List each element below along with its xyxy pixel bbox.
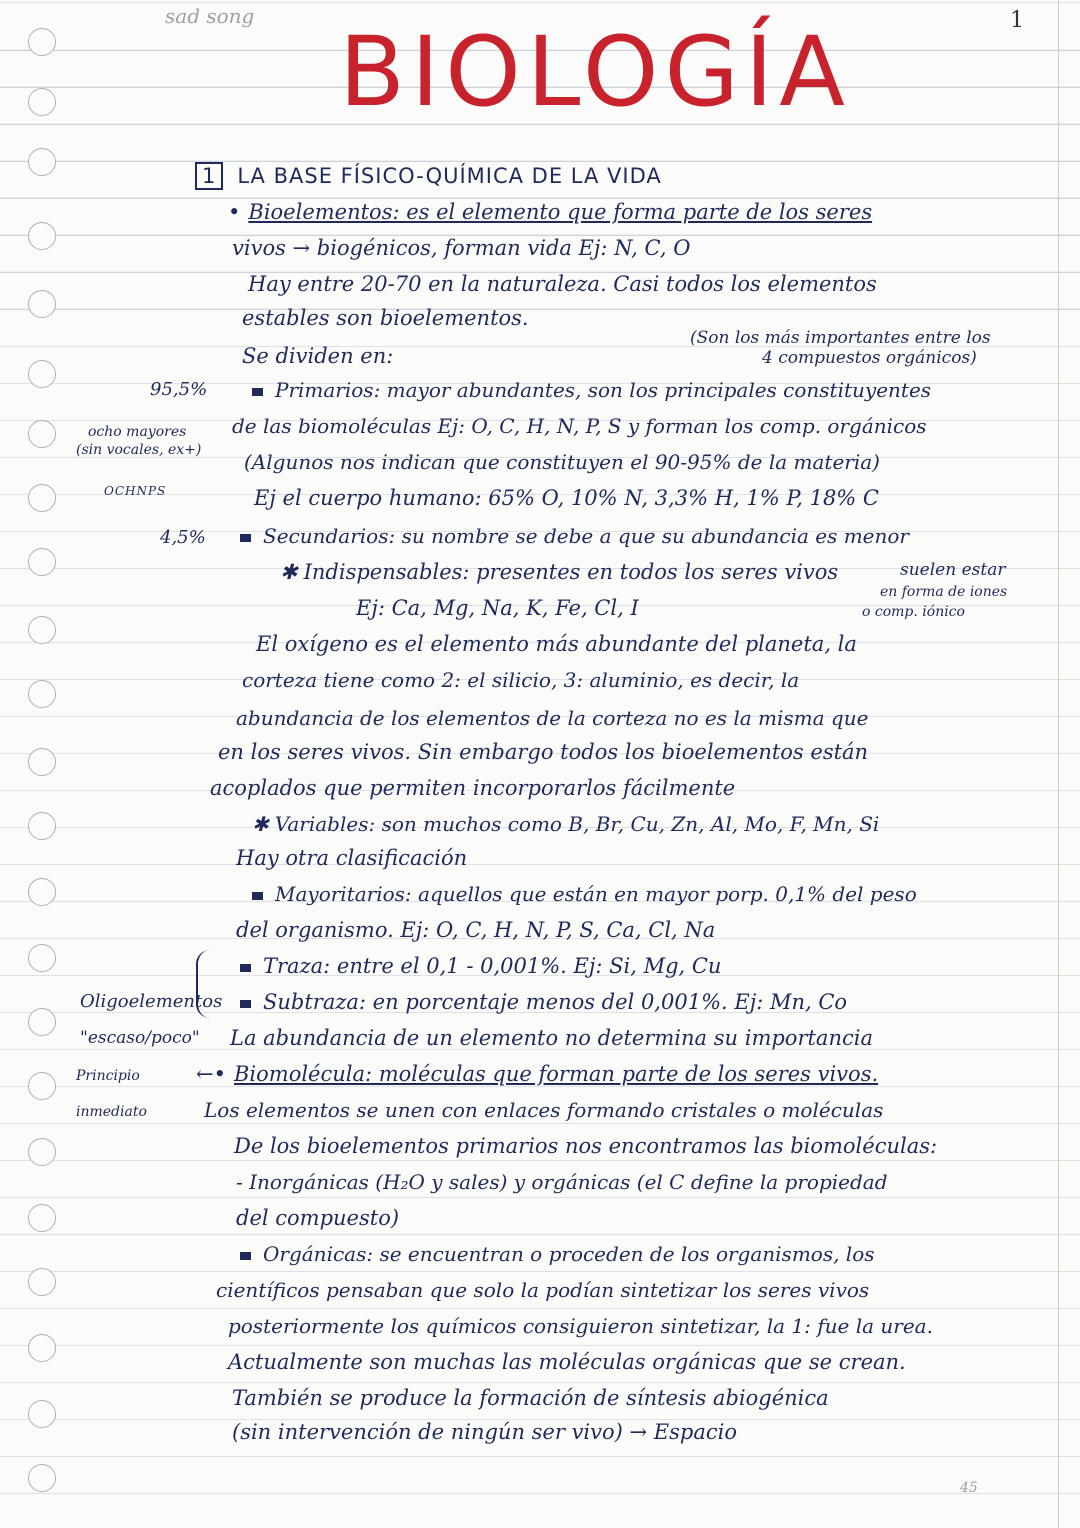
section-heading bbox=[195, 162, 662, 190]
binder-hole-icon bbox=[28, 1334, 56, 1362]
note-line: Hay otra clasificación bbox=[236, 846, 468, 870]
note-line: ✱ Variables: son muchos como B, Br, Cu, Zn, Al, Mo, F, Mn, Si bbox=[252, 812, 880, 836]
note-line: - Inorgánicas (H₂O y sales) y orgánicas (el C define la propiedad bbox=[236, 1170, 888, 1194]
binder-hole-icon bbox=[28, 1138, 56, 1166]
binder-hole-icon bbox=[28, 548, 56, 576]
page-margin-line bbox=[1058, 0, 1059, 1528]
binder-hole-icon bbox=[28, 484, 56, 512]
note-line: ✱ Indispensables: presentes en todos los seres vivos bbox=[280, 560, 839, 584]
margin-note-inmediato: inmediato bbox=[76, 1104, 147, 1120]
note-line: estables son bioelementos. bbox=[242, 306, 529, 330]
note-line: Ej: Ca, Mg, Na, K, Fe, Cl, I bbox=[356, 596, 639, 620]
binder-hole-icon bbox=[28, 1204, 56, 1232]
note-line: vivos → biogénicos, forman vida Ej: N, C, O bbox=[232, 236, 691, 260]
binder-hole-icon bbox=[28, 222, 56, 250]
note-line: Traza: entre el 0,1 - 0,001%. Ej: Si, Mg, Cu bbox=[240, 954, 721, 978]
corner-mark: 45 bbox=[960, 1480, 978, 1496]
note-line: del organismo. Ej: O, C, H, N, P, S, Ca, Cl, Na bbox=[236, 918, 716, 942]
note-line: corteza tiene como 2: el silicio, 3: aluminio, es decir, la bbox=[242, 668, 800, 692]
margin-note-secundarios-pct: 4,5% bbox=[160, 527, 206, 548]
binder-hole-icon bbox=[28, 616, 56, 644]
brace-icon bbox=[196, 950, 218, 1018]
binder-hole-icon bbox=[28, 1464, 56, 1492]
note-line: Secundarios: su nombre se debe a que su abundancia es menor bbox=[240, 524, 909, 548]
note-line: Actualmente son muchas las moléculas orgánicas que se crean. bbox=[228, 1350, 906, 1374]
binder-hole-icon bbox=[28, 748, 56, 776]
page-title: BIOLOGÍA bbox=[339, 16, 851, 128]
note-line: suelen estar bbox=[900, 560, 1006, 580]
note-line: Orgánicas: se encuentran o proceden de los organismos, los bbox=[240, 1242, 875, 1266]
margin-note-escaso: "escaso/poco" bbox=[80, 1028, 200, 1048]
binder-hole-icon bbox=[28, 28, 56, 56]
note-line: Se dividen en: bbox=[242, 344, 394, 368]
note-line: del compuesto) bbox=[236, 1206, 400, 1230]
section-number: 1 bbox=[195, 162, 223, 190]
corner-note: sad song bbox=[165, 4, 255, 28]
note-line: en los seres vivos. Sin embargo todos los bioelementos están bbox=[218, 740, 869, 764]
binder-hole-icon bbox=[28, 420, 56, 448]
note-line: Primarios: mayor abundantes, son los principales constituyentes bbox=[252, 378, 931, 402]
binder-hole-icon bbox=[28, 680, 56, 708]
bullet-icon bbox=[252, 388, 263, 396]
note-line: (Son los más importantes entre los bbox=[690, 328, 991, 348]
bullet-icon bbox=[252, 892, 263, 900]
binder-holes bbox=[22, 0, 62, 1528]
binder-hole-icon bbox=[28, 290, 56, 318]
bullet-icon bbox=[240, 964, 251, 972]
note-line: en forma de iones bbox=[880, 584, 1008, 600]
note-line: Ej el cuerpo humano: 65% O, 10% N, 3,3% H, 1% P, 18% C bbox=[254, 486, 879, 510]
note-line: • Bioelementos: es el elemento que forma parte de los seres bbox=[228, 200, 873, 224]
binder-hole-icon bbox=[28, 944, 56, 972]
note-line: Mayoritarios: aquellos que están en mayor porp. 0,1% del peso bbox=[252, 882, 917, 906]
note-line: de las biomoléculas Ej: O, C, H, N, P, S y forman los comp. orgánicos bbox=[232, 414, 927, 438]
note-line: científicos pensaban que solo la podían sintetizar los seres vivos bbox=[216, 1278, 870, 1302]
bullet-icon bbox=[240, 1252, 251, 1260]
binder-hole-icon bbox=[28, 1400, 56, 1428]
binder-hole-icon bbox=[28, 1072, 56, 1100]
note-line: acoplados que permiten incorporarlos fácilmente bbox=[210, 776, 736, 800]
binder-hole-icon bbox=[28, 812, 56, 840]
bullet-icon bbox=[240, 534, 251, 542]
margin-note-ocho-mayores: ocho mayores bbox=[88, 424, 187, 440]
star-bullet-icon: ✱ bbox=[280, 560, 298, 584]
note-line: o comp. iónico bbox=[862, 604, 965, 620]
note-line: La abundancia de un elemento no determina su importancia bbox=[230, 1026, 873, 1050]
margin-note-principio: Principio bbox=[76, 1068, 140, 1084]
note-line: (sin intervención de ningún ser vivo) → Espacio bbox=[232, 1420, 737, 1444]
note-line: 4 compuestos orgánicos) bbox=[762, 348, 977, 368]
margin-note-oligoelementos: Oligoelementos bbox=[80, 991, 223, 1012]
star-bullet-icon: ✱ bbox=[252, 812, 269, 836]
note-line: ←• Biomolécula: moléculas que forman parte de los seres vivos. bbox=[196, 1062, 879, 1086]
section-title: LA BASE FÍSICO-QUÍMICA DE LA VIDA bbox=[237, 164, 662, 188]
note-line: Hay entre 20-70 en la naturaleza. Casi todos los elementos bbox=[248, 272, 877, 296]
binder-hole-icon bbox=[28, 88, 56, 116]
note-line: De los bioelementos primarios nos encontramos las biomoléculas: bbox=[234, 1134, 938, 1158]
note-line: posteriormente los químicos consiguieron sintetizar, la 1: fue la urea. bbox=[228, 1314, 933, 1338]
note-line: Subtraza: en porcentaje menos del 0,001%. Ej: Mn, Co bbox=[240, 990, 847, 1014]
margin-note-primarios-pct: 95,5% bbox=[150, 379, 208, 400]
binder-hole-icon bbox=[28, 878, 56, 906]
note-line: (Algunos nos indican que constituyen el 90-95% de la materia) bbox=[244, 450, 880, 474]
binder-hole-icon bbox=[28, 148, 56, 176]
page-number: 1 bbox=[1010, 8, 1024, 33]
binder-hole-icon bbox=[28, 1268, 56, 1296]
bullet-icon bbox=[240, 1000, 251, 1008]
note-line: El oxígeno es el elemento más abundante del planeta, la bbox=[256, 632, 857, 656]
binder-hole-icon bbox=[28, 1008, 56, 1036]
margin-note-ochnps: OCHNPS bbox=[104, 484, 167, 498]
note-line: También se produce la formación de síntesis abiogénica bbox=[232, 1386, 829, 1410]
note-line: Los elementos se unen con enlaces formando cristales o moléculas bbox=[204, 1098, 884, 1122]
binder-hole-icon bbox=[28, 360, 56, 388]
margin-note-sin-vocales: (sin vocales, ex+) bbox=[76, 442, 202, 458]
note-line: abundancia de los elementos de la corteza no es la misma que bbox=[236, 706, 869, 730]
